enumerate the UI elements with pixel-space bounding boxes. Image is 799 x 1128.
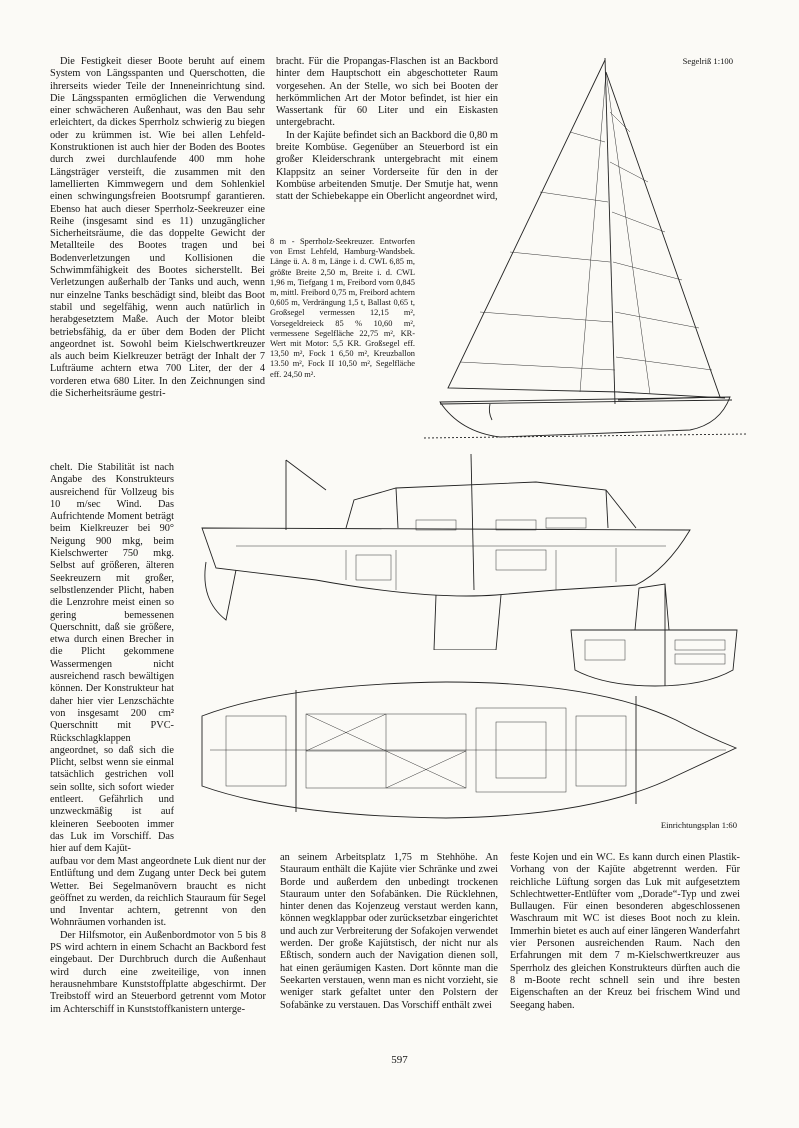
- sail-plan-label: Segelriß 1:100: [682, 56, 733, 66]
- paragraph: an seinem Arbeitsplatz 1,75 m Stehhöhe. An Stauraum enthält die Kajüte vier Schränke und zwei Borde und außerdem den unbedingt trockenen Stauraum unter den Sofabänken. Die Rücklehnen, hinter denen das Kojenzeug verstaut werden kann, können wegklappbar oder zurücksetzbar eingerichtet und auch zur Verbreiterung der Sofakojen verwendet werden. Der große Kajütstisch, der nicht nur als Eßtisch, sondern auch der Navigation dienen soll, hat einen geräumigen Kasten. Dort könnte man die Seekarten verstauen, wenn man es nicht vorzieht, sie weniger stark gefaltet unter den Polstern der Sofabänke zu verstauen. Das Vorschiff enthält zwei: [280, 852, 498, 1011]
- text-column-bottom-middle: [280, 852, 498, 1052]
- specifications-caption: 8 m - Sperrholz-Seekreuzer. Entworfen von Ernst Lehfeld, Hamburg-Wandsbek. Länge ü. A. 8 m, Länge i. d. CWL 6,85 m, größte Breite 2,50 m, Breite i. d. CWL 1,96 m, Tiefgang 1 m, Freibord vorn 0,845 m, mittl. Freibord 0,75 m, Freibord achtern 0,605 m, Verdrängung 1,5 t, Ballast 0,65 t, Großsegel vermessen 12,15 m², Vorsegeldreieck 85 % 10,60 m², vermessene Segelfläche 22,75 m², KR-Wert mit Motor: 5,5 KR. Großsegel eff. 13,50 m², Fock 1 6,50 m², Kreuzballon 13.50 m², Fock II 10,50 m², Segelfläche eff. 24,50 m².: [270, 237, 415, 379]
- text-column-bottom-right: [510, 852, 740, 1052]
- page-number: 597: [391, 1054, 408, 1066]
- paragraph: bracht. Für die Propangas-Flaschen ist an Backbord hinter dem Hauptschott ein abgeschotteter Raum vorgesehen. An der Stelle, wo sich bei Booten der herkömmlichen Art der Motor befindet, ist hier ein Wassertank für 60 Liter und ein Eiskasten untergebracht.: [276, 56, 498, 129]
- paragraph: chelt. Die Stabilität ist nach Angabe des Konstrukteurs ausreichend für Vollzeug bis 10 m/sec Wind. Das Aufrichtende Moment beträgt beim Kielkreuzer bei 90° Neigung 900 mkg, beim Kielschwerter 750 mkg. Selbst auf größeren, älteren Seekreuzern mit großer, selbstlenzender Plicht, haben die Lenzrohre meist einen so gering bemessenen Querschnitt, daß sie größere, etwa durch einen Brecher in die Plicht gekommene Wassermengen nicht ausreichend rasch bewältigen können. Der Konstrukteur hat daher hier vier Lenzschächte von insgesamt 200 cm² Querschnitt mit PVC-Rückschlagklappen angeordnet, so daß sich die Plicht, selbst wenn sie einmal tatsächlich gestrichen voll sein sollte, sich sofort wieder entleert. Gefährlich und unzweckmäßig ist auf kleineren Seebooten immer das Luk im Vorschiff. Das hier auf dem Kajüt-: [50, 462, 174, 855]
- sail-plan-drawing: [420, 52, 750, 444]
- layout-plan-drawing: [196, 676, 746, 826]
- text-column-left-lower: [50, 856, 266, 1046]
- text-column-left-narrow: [50, 462, 174, 862]
- paragraph: aufbau vor dem Mast angeordnete Luk dient nur der Entlüftung und dem Zugang unter Deck bei gutem Wetter. Bei Segelmanövern braucht es nicht geöffnet zu werden, da reichlich Stauraum für Segel und Inventar achtern, getrennt von den Wohnräumen vorhanden ist.: [50, 856, 266, 929]
- cross-section-drawing: [565, 580, 745, 690]
- paragraph: In der Kajüte befindet sich an Backbord die 0,80 m breite Kombüse. Gegenüber an Steuerbord ist ein großer Kleiderschrank untergebracht mit einem Klappsitz an seiner Vorderseite für den in der Kombüse arbeitenden Smutje. Der Smutje hat, wenn statt der Schiebekappe ein Oberlicht angeordnet wird,: [276, 129, 498, 203]
- paragraph: Die Festigkeit dieser Boote beruht auf einem System von Längsspanten und Querschotten, die ihrerseits wieder Teile der Inneneinrichtung sind. Die Längsspanten ermöglichen die Verwendung einer schwächeren Außenhaut, was den Bau sehr erleichtert, da dickes Sperrholz schwierig zu biegen oder zu krümmen ist. Wie bei allen Lehfeld-Konstruktionen ist auch hier der Boden des Bootes durch zwei durchlaufende 400 mm hohe Längsträger versteift, die zusammen mit den lamellierten Kimmwegern und dem Sohlenkiel einen schwingungsfreien Bootsrumpf garantieren. Ebenso hat auch dieser Sperrholz-Seekreuzer eine Reihe (insgesamt sind es 11) unzugänglicher Sicherheitsräume, die das doppelte Gewicht der Metallteile des Bootes tragen und bei Bodenverletzungen und Kollisionen die Schwimmfähigkeit des Bootes sicherstellt. Bei Verletzungen außerhalb der Tanks und auch, wenn nur einzelne Tanks beschädigt sind, bleibt das Boot stabil und segelfähig, wenn auch natürlich in herabgesetztem Maße. Auch der Motor bleibt betriebsfähig, da er über dem Boden der Plicht angeordnet ist. Sowohl beim Kielschwertkreuzer als auch beim Kielkreuzer beträgt der Inhalt der 7 Lufträume achtern etwa 700 Liter, der der 4 vorderen etwa 680 Liter. In den Zeichnungen sind die Sicherheitsräume gestri-: [50, 56, 265, 400]
- paragraph: Der Hilfsmotor, ein Außenbordmotor von 5 bis 8 PS wird achtern in einem Schacht an Backbord fest eingebaut. Der Durchbruch durch die Außenhaut wird durch eine zweiteilige, von innen herausnehmbare Kunststoffplatte abgeschirmt. Der Treibstoff wird an Steuerbord getrennt vom Motor im Achterschiff in Kunststoffkanistern unterge-: [50, 929, 266, 1015]
- layout-plan-label: Einrichtungsplan 1:60: [660, 820, 737, 830]
- paragraph: feste Kojen und ein WC. Es kann durch einen Plastik-Vorhang von der Kajüte abgetrennt werden. Für reichliche Lüftung sorgen das Luk mit aufgesetztem Schlechtwetter-Entlüfter vom „Dorade“-Typ und zwei Bullaugen. Für einen besonderen abgeschlossenen Waschraum mit WC ist dieses Boot noch zu klein. Immerhin bietet es auch auf einer längeren Wanderfahrt vier Personen ausreichenden Raum. Nach den Erfahrungen mit dem 7 m-Kielschwertkreuzer aus Sperrholz des gleichen Konstrukteurs dürften auch die 8 m-Boote recht schnell sein und ihre besten Eigenschaften an der Kreuz bei frischem Wind und Seegang haben.: [510, 852, 740, 1011]
